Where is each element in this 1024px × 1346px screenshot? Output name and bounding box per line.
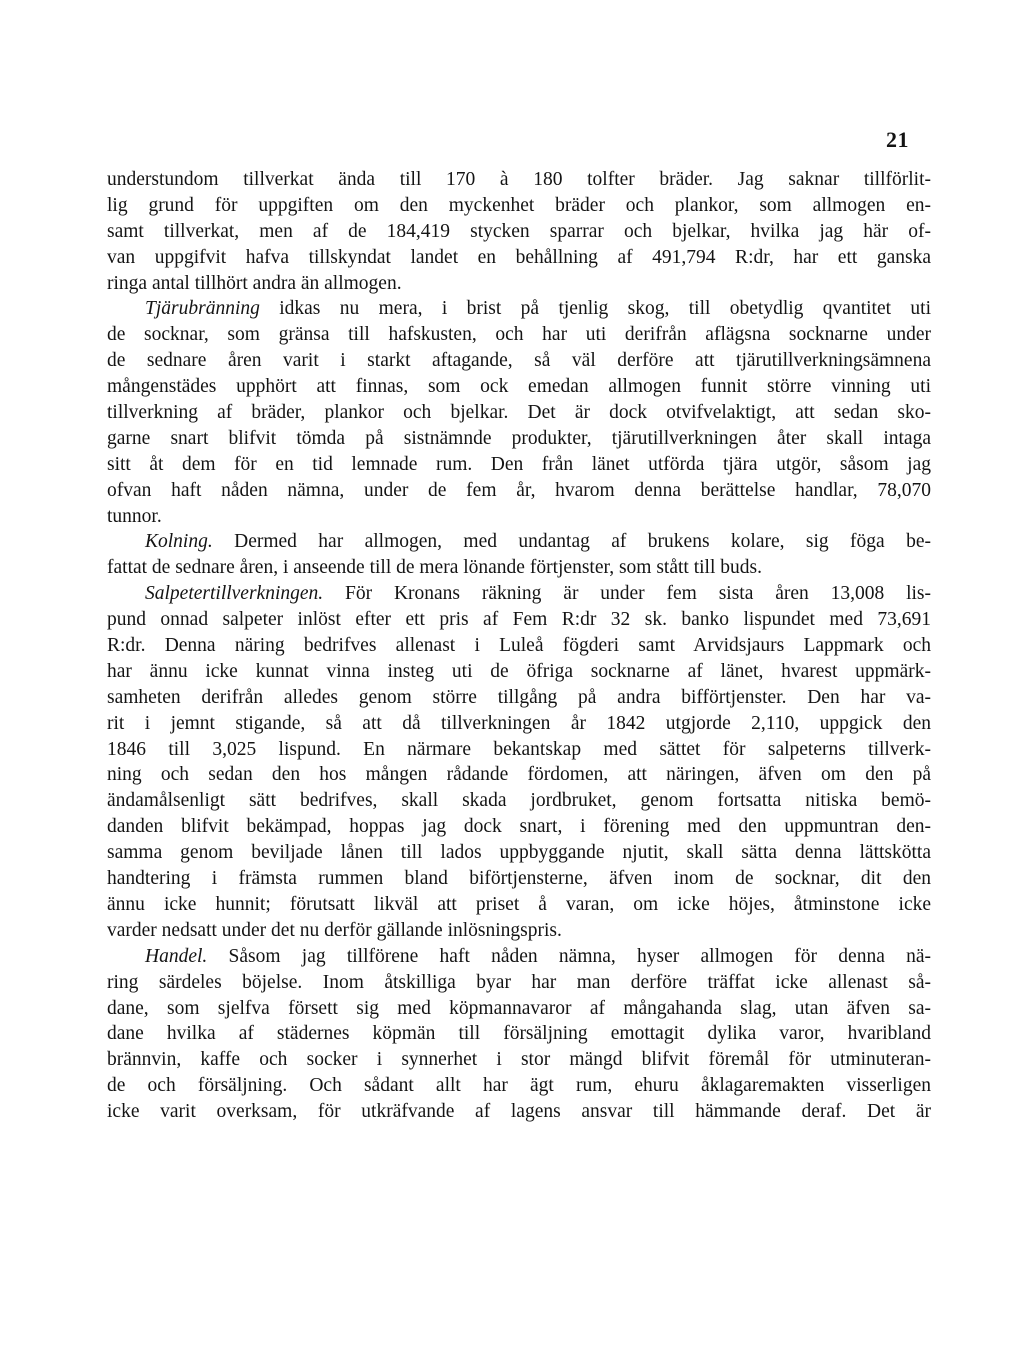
line-text: ringa antal tillhört andra än allmogen. bbox=[107, 272, 402, 294]
line-text: samt tillverkat, men af de 184,419 stycken sparrar och bjelkar, hvilka jag här of- bbox=[107, 220, 931, 242]
line-text: tillverkning af bräder, plankor och bjelkar. Det är dock otvifvelaktigt, att sedan sko- bbox=[107, 402, 931, 424]
text-line bbox=[107, 1047, 931, 1073]
line-text: För Kronans räkning är under fem sista åren 13,008 lis- bbox=[323, 583, 931, 605]
paragraph-start-line bbox=[107, 944, 931, 970]
paragraph-start-line bbox=[107, 581, 931, 607]
line-text: mångenstädes upphört att finnas, som ock emedan allmogen funnit större vinning uti bbox=[107, 376, 931, 398]
line-text: brännvin, kaffe och socker i synnerhet i stor mängd blifvit föremål för utminuteran- bbox=[107, 1049, 931, 1071]
line-text: tunnor. bbox=[107, 505, 162, 527]
line-text: de socknar, som gränsa till hafskusten, och har uti derifrån aflägsna socknarne under bbox=[107, 324, 931, 346]
line-text: ring särdeles böjelse. Inom åtskilliga byar har man derföre träffat icke allenast så- bbox=[107, 971, 931, 993]
line-text: fattat de sednare åren, i anseende till de mera lönande förtjenster, som stått till buds. bbox=[107, 557, 762, 579]
line-text: samheten derifrån alledes genom större tillgång på andra bifförtjenster. Den har va- bbox=[107, 686, 931, 708]
line-text: understundom tillverkat ända till 170 à 180 tolfter bräder. Jag saknar tillförlit- bbox=[107, 169, 931, 190]
text-line bbox=[107, 1073, 931, 1099]
line-text: ännu icke hunnit; förutsatt likväl att priset å varan, om icke höjes, åtminstone icke bbox=[107, 893, 931, 915]
text-line bbox=[107, 762, 931, 788]
text-line bbox=[107, 970, 931, 996]
line-text: lig grund för uppgiften om den myckenhet bräder och plankor, som allmogen en- bbox=[107, 194, 931, 216]
text-line bbox=[107, 659, 931, 685]
line-text: danden blifvit bekämpad, hoppas jag dock snart, i förening med den uppmuntran den- bbox=[107, 816, 931, 838]
text-line bbox=[107, 193, 931, 219]
text-line bbox=[107, 1021, 931, 1047]
line-text: har ännu icke kunnat vinna insteg uti de öfriga socknarne af länet, hvarest uppmärk- bbox=[107, 660, 931, 682]
line-text: de och försäljning. Och sådant allt har ägt rum, ehuru åklagaremakten visserligen bbox=[107, 1075, 931, 1097]
line-text: icke varit overksam, för utkräfvande af lagens ansvar till hämmande deraf. Det är bbox=[107, 1101, 931, 1123]
line-text: ändamålsenligt sätt bedrifves, skall skada jordbruket, genom fortsatta nitiska bemö- bbox=[107, 790, 931, 812]
text-line bbox=[107, 866, 931, 892]
text-line bbox=[107, 633, 931, 659]
line-text: R:dr. Denna näring bedrifves allenast i Luleå fögderi samt Arvidsjaurs Lappmark och bbox=[107, 635, 931, 657]
body-text bbox=[107, 167, 931, 1125]
text-line bbox=[107, 271, 931, 297]
text-line bbox=[107, 555, 931, 581]
line-text: idkas nu mera, i brist på tjenlig skog, till obetydlig qvantitet uti bbox=[259, 298, 931, 320]
section-term: Handel. bbox=[145, 945, 208, 967]
text-line bbox=[107, 219, 931, 245]
text-line bbox=[107, 245, 931, 271]
line-text: handtering i främsta rummen bland biförtjensterne, äfven inom de socknar, dit den bbox=[107, 868, 931, 890]
text-line bbox=[107, 996, 931, 1022]
line-text: 1846 till 3,025 lispund. En närmare bekantskap med sättet för salpeterns tillverk- bbox=[107, 738, 931, 760]
page-number: 21 bbox=[886, 127, 909, 152]
line-text: Såsom jag tillförene haft nåden nämna, hyser allmogen för denna nä- bbox=[207, 945, 931, 967]
text-line bbox=[107, 452, 931, 478]
text-line bbox=[107, 892, 931, 918]
text-line bbox=[107, 788, 931, 814]
line-text: varder nedsatt under det nu derför gällande inlösningspris. bbox=[107, 919, 562, 941]
text-line bbox=[107, 711, 931, 737]
text-line bbox=[107, 374, 931, 400]
text-line bbox=[107, 167, 931, 193]
line-text: pund onnad salpeter inlöst efter ett pris af Fem R:dr 32 sk. banko lispundet med 73,691 bbox=[107, 609, 931, 631]
text-line bbox=[107, 918, 931, 944]
text-line bbox=[107, 322, 931, 348]
text-line bbox=[107, 737, 931, 763]
text-line bbox=[107, 400, 931, 426]
line-text: van uppgifvit hafva tillskyndat landet en behållning af 491,794 R:dr, har ett ganska bbox=[107, 246, 931, 268]
section-term: Kolning. bbox=[145, 531, 213, 553]
line-text: garne snart blifvit tömda på sistnämnde produkter, tjärutillverkningen åter skall intaga bbox=[107, 427, 931, 449]
text-line bbox=[107, 1099, 931, 1125]
paragraph-start-line bbox=[107, 529, 931, 555]
text-line bbox=[107, 348, 931, 374]
text-line bbox=[107, 685, 931, 711]
line-text: dane, som sjelfva försett sig med köpmannavaror af mångahanda slag, utan äfven sa- bbox=[107, 997, 931, 1019]
paragraph-start-line bbox=[107, 296, 931, 322]
text-line bbox=[107, 504, 931, 530]
text-line bbox=[107, 814, 931, 840]
text-line bbox=[107, 607, 931, 633]
section-term: Salpetertillverkningen. bbox=[145, 583, 324, 605]
section-term: Tjärubränning bbox=[145, 298, 260, 320]
line-text: ning och sedan den hos mången rådande fördomen, att näringen, äfven om den på bbox=[107, 764, 931, 786]
line-text: rit i jemnt stigande, så att då tillverkningen år 1842 utgjorde 2,110, uppgick den bbox=[107, 712, 931, 734]
line-text: ofvan haft nåden nämna, under de fem år, hvarom denna berättelse handlar, 78,070 bbox=[107, 479, 931, 501]
line-text: de sednare åren varit i starkt aftagande, så väl derföre att tjärutillverkningsämnena bbox=[107, 350, 931, 372]
text-line bbox=[107, 478, 931, 504]
text-line bbox=[107, 840, 931, 866]
text-line bbox=[107, 426, 931, 452]
line-text: sitt åt dem för en tid lemnade rum. Den från länet utförda tjära utgör, såsom jag bbox=[107, 453, 931, 475]
line-text: dane hvilka af städernes köpmän till försäljning emottagit dylika varor, hvaribland bbox=[107, 1023, 931, 1045]
line-text: samma genom beviljade lånen till lados uppbyggande njutit, skall sätta denna lättskötta bbox=[107, 842, 931, 864]
line-text: Dermed har allmogen, med undantag af brukens kolare, sig föga be- bbox=[212, 531, 931, 553]
